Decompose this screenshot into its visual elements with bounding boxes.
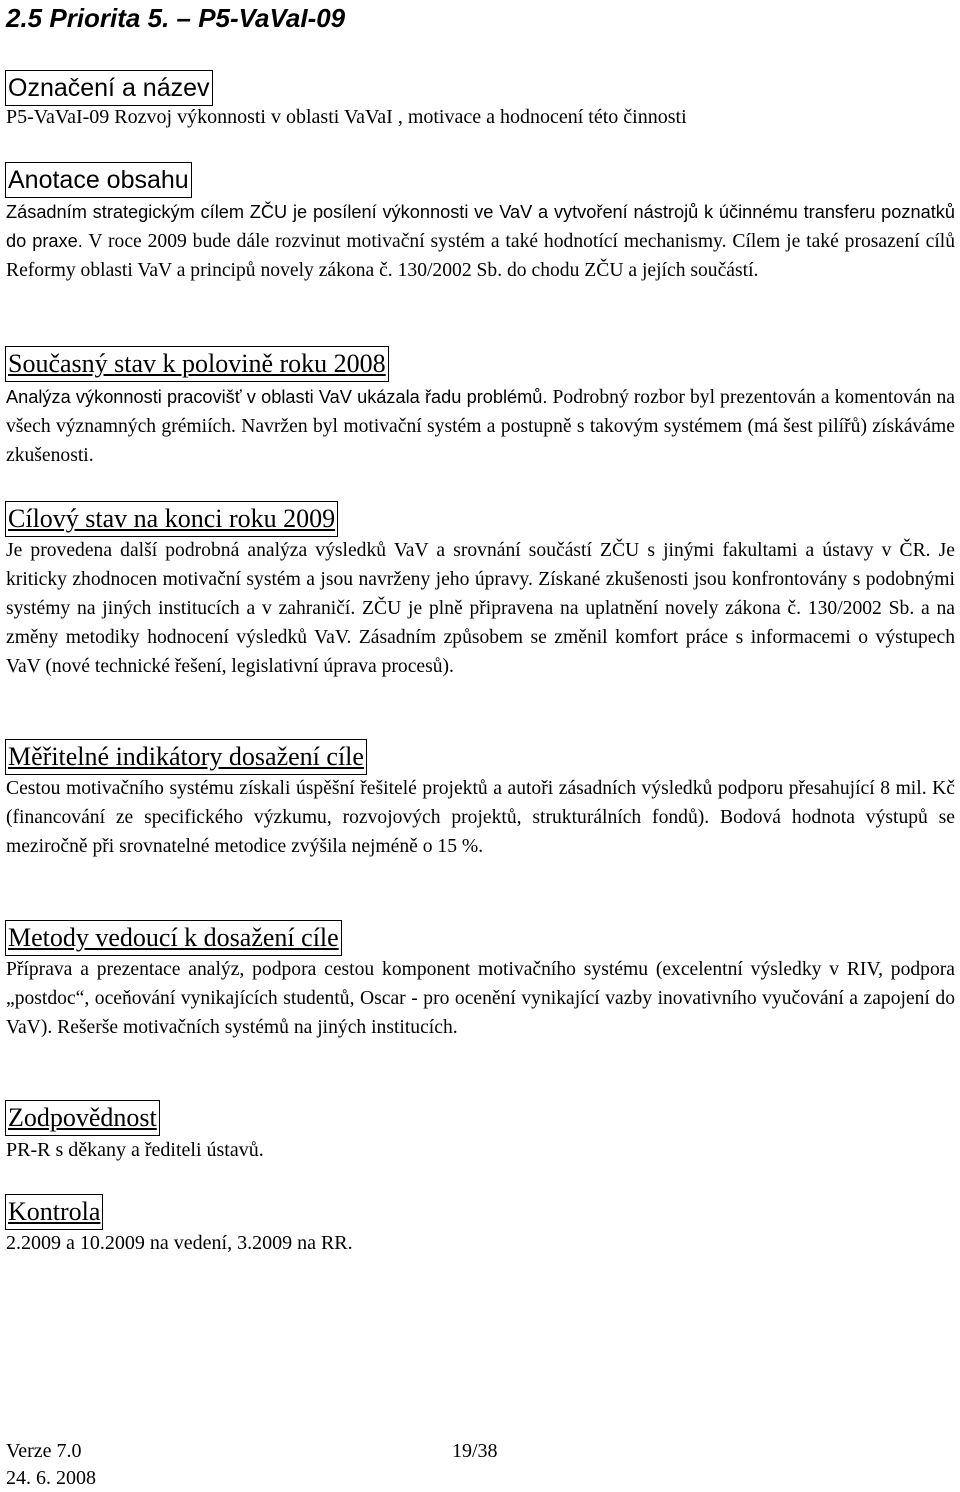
footer-page-number: 19/38 [452,1440,498,1462]
anotace-paragraph [6,198,955,285]
cilovy-paragraph: Je provedena další podrobná analýza výsledků VaV a srovnání součástí ZČU s jinými fakultami a ústavy v ČR. Je kriticky zhodnocen motivační systém a jsou navrženy jeho úpravy. Získané zkušenosti jsou konfrontovány s podobnými systémy na jiných institucích a v zahraničí. ZČU je plně připravena na uplatnění novely zákona č. 130/2002 Sb. a na změny metodiky hodnocení výsledků VaV. Zásadním způsobem se změnil komfort práce s informacemi o výstupech VaV (nové technické řešení, legislativní úprava procesů). [6,540,955,677]
anotace-text-2: V roce 2009 bude dále rozvinut motivační systém a také hodnotící mechanismy. [88,231,727,252]
section-title-zodpovednost: Zodpovědnost [5,1100,160,1136]
anotace-text-1: Zásadním strategickým cílem ZČU je posílení výkonnosti ve VaV a vytvoření nástrojů k účinnému transferu poznatků do praxe. [6,202,955,251]
footer-version: Verze 7.0 [6,1440,82,1462]
project-name: P5-VaVaI-09 Rozvoj výkonnosti v oblasti VaVaI , motivace a hodnocení této činnosti [6,106,687,128]
soucasny-text-1: Analýza výkonnosti pracovišť v oblasti VaV ukázala řadu problémů. [6,387,548,407]
zodpovednost-text: PR-R s děkany a řediteli ústavů. [6,1139,264,1161]
meritelne-paragraph: Cestou motivačního systému získali úspěšní řešitelé projektů a autoři zásadních výsledků podporu přesahující 8 mil. Kč (financování ze specifického výzkumu, rozvojových projektů, strukturálních fondů). Bodová hodnota výstupů se meziročně při srovnatelné metodice zvýšila nejméně o 15 %. [6,778,955,857]
section-title-cilovy: Cílový stav na konci roku 2009 [5,501,338,537]
kontrola-text: 2.2009 a 10.2009 na vedení, 3.2009 na RR. [6,1232,353,1254]
anotace-text-3: Cílem je také prosazení cílů Reformy oblasti VaV a principů novely zákona č. 130/2002 Sb. do chodu ZČU a jejích součástí. [6,231,956,281]
section-title-metody: Metody vedoucí k dosažení cíle [5,920,342,956]
soucasny-paragraph [6,383,955,470]
section-title-anotace: Anotace obsahu [5,162,192,198]
page-heading: 2.5 Priorita 5. – P5-VaVaI-09 [6,3,346,33]
section-title-oznaceni: Označení a název [5,70,213,106]
metody-paragraph: Příprava a prezentace analýz, podpora cestou komponent motivačního systému (excelentní výsledky v RIV, podpora „postdoc“, oceňování vynikajících studentů, Oscar - pro ocenění vynikající vazby inovativního vyučování a zapojení do VaV). Rešerše motivačních systémů na jiných institucích. [6,959,955,1038]
section-title-kontrola: Kontrola [5,1194,103,1230]
section-title-meritelne: Měřitelné indikátory dosažení cíle [5,739,367,775]
footer-date: 24. 6. 2008 [6,1467,96,1489]
soucasny-text-2: Podrobný rozbor byl prezentován a komentován na všech významných grémiích. Navržen byl motivační systém a postupně s takovým systémem (má šest pilířů) získáváme zkušenosti. [6,387,955,466]
section-title-soucasny: Současný stav k polovině roku 2008 [5,346,389,382]
